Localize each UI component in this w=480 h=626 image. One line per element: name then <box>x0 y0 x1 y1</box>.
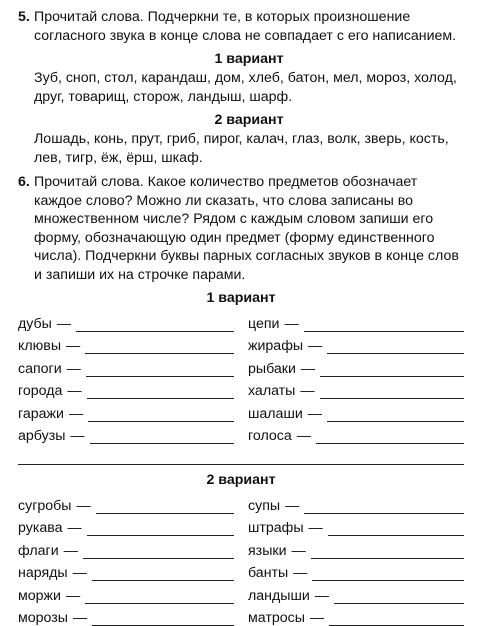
word-row <box>248 399 464 422</box>
word-label: халаты <box>248 383 295 399</box>
answer-line[interactable] <box>87 384 234 399</box>
task-6-variant-2-left-column <box>18 491 234 626</box>
task-6 <box>18 173 464 284</box>
word-dash: — <box>68 520 82 536</box>
answer-line[interactable] <box>86 362 234 377</box>
answer-line[interactable] <box>87 521 234 536</box>
answer-line[interactable] <box>328 521 464 536</box>
word-dash: — <box>292 543 306 559</box>
answer-line[interactable] <box>316 429 464 444</box>
word-row <box>18 332 234 355</box>
word-label: штрафы <box>248 520 304 536</box>
word-dash: — <box>297 428 311 444</box>
word-dash: — <box>67 383 81 399</box>
word-dash: — <box>73 565 87 581</box>
word-dash: — <box>315 588 329 604</box>
task-6-variant-1-right-column <box>248 309 464 444</box>
word-label: флаги <box>18 543 59 559</box>
task-6-variant-2-grid <box>18 491 464 626</box>
word-dash: — <box>64 543 78 559</box>
answer-line[interactable] <box>90 429 234 444</box>
word-label: сапоги <box>18 361 62 377</box>
word-dash: — <box>285 498 299 514</box>
word-label: гаражи <box>18 406 64 422</box>
word-row <box>248 332 464 355</box>
word-dash: — <box>66 338 80 354</box>
answer-line[interactable] <box>88 407 234 422</box>
word-row <box>18 354 234 377</box>
task-6-variant-2-title: 2 вариант <box>18 471 464 489</box>
word-row <box>248 354 464 377</box>
word-row <box>18 604 234 626</box>
word-row <box>18 581 234 604</box>
task-5-variant-2-title: 2 вариант <box>34 111 464 129</box>
answer-line[interactable] <box>327 339 464 354</box>
word-label: клювы <box>18 338 61 354</box>
word-row <box>18 399 234 422</box>
word-dash: — <box>70 428 84 444</box>
word-row <box>248 422 464 445</box>
word-label: города <box>18 383 62 399</box>
task-6-number: 6. <box>18 173 30 192</box>
word-dash: — <box>293 565 307 581</box>
word-dash: — <box>308 406 322 422</box>
answer-line[interactable] <box>96 499 234 514</box>
word-label: сугробы <box>18 498 71 514</box>
answer-line[interactable] <box>320 362 464 377</box>
task-5-number: 5. <box>18 8 30 27</box>
answer-line[interactable] <box>311 544 464 559</box>
task-5 <box>18 8 464 167</box>
word-row <box>18 559 234 582</box>
word-dash: — <box>309 520 323 536</box>
task-6-instruction: Прочитай слова. Какое количество предметов обозначает каждое слово? Можно ли сказать, что слова записаны во множественном числе? Рядом с каждым словом запиши его форму, обозначающую один предмет (форму единственного числа). Подчеркни буквы парных согласных звуков в конце слов и запиши их на строчке парами. <box>34 173 464 284</box>
answer-line[interactable] <box>320 384 464 399</box>
word-label: дубы <box>18 316 52 332</box>
word-label: ландыши <box>248 588 310 604</box>
word-row <box>248 514 464 537</box>
answer-line[interactable] <box>327 407 464 422</box>
word-dash: — <box>73 610 87 626</box>
word-dash: — <box>57 316 71 332</box>
word-row <box>248 377 464 400</box>
word-dash: — <box>284 316 298 332</box>
word-label: банты <box>248 565 288 581</box>
answer-line[interactable] <box>334 589 464 604</box>
task-6-variant-2-right-column <box>248 491 464 626</box>
task-6-variant-1-grid <box>18 309 464 444</box>
word-row <box>248 536 464 559</box>
word-row <box>248 581 464 604</box>
answer-line[interactable] <box>85 589 234 604</box>
pairs-answer-line-variant-1[interactable] <box>18 450 464 465</box>
answer-line[interactable] <box>329 611 464 626</box>
word-row <box>18 536 234 559</box>
word-label: голоса <box>248 428 292 444</box>
word-dash: — <box>300 383 314 399</box>
word-row <box>248 491 464 514</box>
answer-line[interactable] <box>312 566 464 581</box>
task-6-variant-1-left-column <box>18 309 234 444</box>
word-label: цепи <box>248 316 279 332</box>
word-label: шалаши <box>248 406 303 422</box>
word-row <box>18 377 234 400</box>
word-dash: — <box>76 498 90 514</box>
task-5-instruction: Прочитай слова. Подчеркни те, в которых произношение согласного звука в конце слова не совпадает с его написанием. <box>34 8 464 45</box>
answer-line[interactable] <box>304 317 464 332</box>
word-dash: — <box>308 338 322 354</box>
word-dash: — <box>66 588 80 604</box>
answer-line[interactable] <box>83 544 234 559</box>
word-dash: — <box>301 361 315 377</box>
answer-line[interactable] <box>92 611 234 626</box>
answer-line[interactable] <box>304 499 464 514</box>
task-6-variant-1-title: 1 вариант <box>18 289 464 307</box>
word-row <box>18 514 234 537</box>
task-5-variant-1-title: 1 вариант <box>34 50 464 68</box>
word-label: языки <box>248 543 287 559</box>
word-label: моржи <box>18 588 61 604</box>
task-5-variant-1-words: Зуб, сноп, стол, карандаш, дом, хлеб, батон, мел, мороз, холод, друг, товарищ, сторож, ландыш, шарф. <box>34 69 464 106</box>
word-label: рыбаки <box>248 361 296 377</box>
word-label: супы <box>248 498 280 514</box>
answer-line[interactable] <box>76 317 234 332</box>
answer-line[interactable] <box>92 566 234 581</box>
word-label: морозы <box>18 610 68 626</box>
word-label: наряды <box>18 565 68 581</box>
word-dash: — <box>69 406 83 422</box>
word-dash: — <box>67 361 81 377</box>
word-row <box>18 491 234 514</box>
word-dash: — <box>310 610 324 626</box>
word-row <box>248 309 464 332</box>
word-label: арбузы <box>18 428 65 444</box>
answer-line[interactable] <box>85 339 234 354</box>
word-label: матросы <box>248 610 305 626</box>
word-row <box>248 604 464 626</box>
task-5-variant-2-words: Лошадь, конь, прут, гриб, пирог, калач, глаз, волк, зверь, кость, лев, тигр, ёж, ёрш, шкаф. <box>34 130 464 167</box>
word-label: жирафы <box>248 338 303 354</box>
word-row <box>18 422 234 445</box>
word-row <box>248 559 464 582</box>
word-row <box>18 309 234 332</box>
word-label: рукава <box>18 520 63 536</box>
